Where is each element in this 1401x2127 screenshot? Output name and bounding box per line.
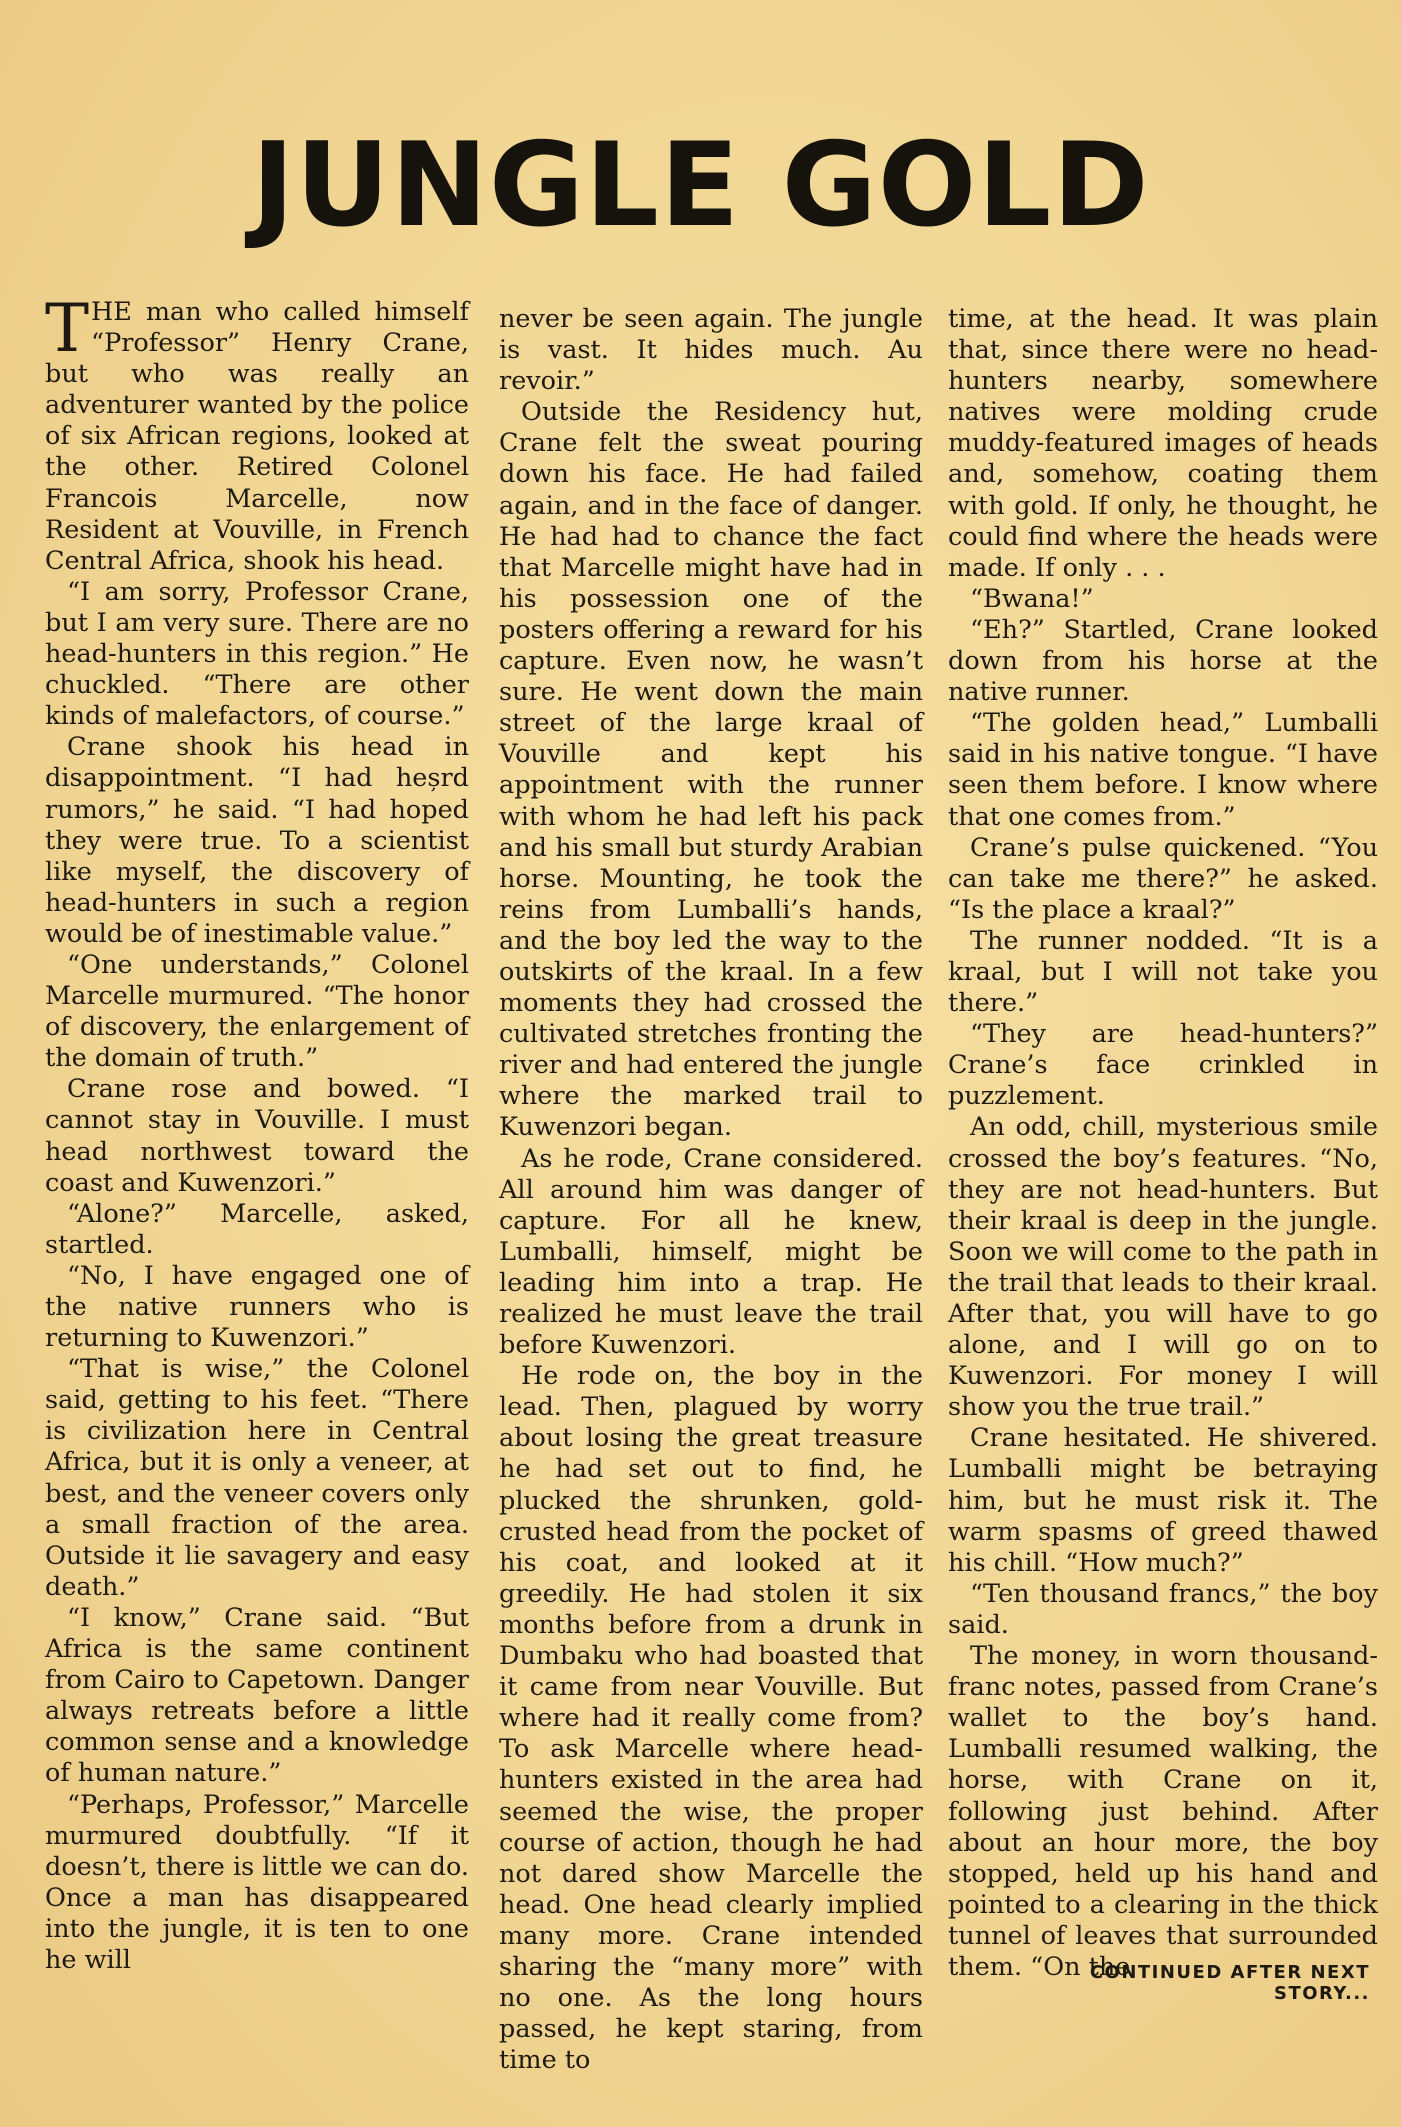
paragraph: “Perhaps, Professor,” Marcelle murmured doubtfully. “If it doesn’t, there is little we can do. Once a man has disappeared into the jungle, it is ten to one he will	[45, 1789, 469, 1975]
paragraph: “Ten thousand francs,” the boy said.	[948, 1578, 1378, 1640]
paragraph: As he rode, Crane considered. All around him was danger of capture. For all he knew, Lumballi, himself, might be leading him into a trap. He realized he must leave the trail before Kuwenzori.	[499, 1143, 923, 1361]
continued-note: CONTINUED AFTER NEXT STORY...	[1089, 1962, 1370, 2004]
paragraph: The runner nodded. “It is a kraal, but I will not take you there.”	[948, 925, 1378, 1019]
paragraph: never be seen again. The jungle is vast. It hides much. Au revoir.”	[499, 304, 923, 397]
paragraph: The money, in worn thousand-franc notes, passed from Crane’s wallet to the boy’s hand. Lumballi resumed walking, the horse, with Crane on it, following just behind. After about an hour more, the boy stopped, held up his hand and pointed to a clearing in the thick tunnel of leaves that surrounded them. “On the	[948, 1641, 1378, 1982]
paragraph: He rode on, the boy in the lead. Then, plagued by worry about losing the great treasure he had set out to find, he plucked the shrunken, gold-crusted head from the pocket of his coat, and looked at it greedily. He had stolen it six months before from a drunk in Dumbaku who had boasted that it came from near Vouville. But where had it really come from? To ask Marcelle where head-hunters existed in the area had seemed the wise, the proper course of action, though he had not dared show Marcelle the head. One head clearly implied many more. Crane intended sharing the “many more” with no one. As the long hours passed, he kept staring, from time to	[499, 1361, 923, 2076]
paragraph: “No, I have engaged one of the native runners who is returning to Kuwenzori.”	[45, 1260, 469, 1354]
paragraph: Crane rose and bowed. “I cannot stay in Vouville. I must head northwest toward the coast and Kuwenzori.”	[45, 1074, 469, 1198]
paragraph: An odd, chill, mysterious smile crossed the boy’s features. “No, they are not head-hunters. But their kraal is deep in the jungle. Soon we will come to the path in the trail that leads to their kraal. After that, you will have to go alone, and I will go on to Kuwenzori. For money I will show you the true trail.”	[948, 1112, 1378, 1423]
paragraph: “The golden head,” Lumballi said in his native tongue. “I have seen them before. I know where that one comes from.”	[948, 708, 1378, 832]
paragraph: Crane shook his head in disappointment. “I had heșrd rumors,” he said. “I had hoped they were true. To a scientist like myself, the discovery of head-hunters in such a region would be of inestimable value.”	[45, 732, 469, 949]
paragraph: “I know,” Crane said. “But Africa is the same continent from Cairo to Capetown. Danger always retreats before a little common sense and a knowledge of human nature.”	[45, 1602, 469, 1789]
column-1	[45, 290, 469, 1976]
paragraph: “One understands,” Colonel Marcelle murmured. “The honor of discovery, the enlargement of the domain of truth.”	[45, 949, 469, 1074]
column-3	[948, 304, 1378, 1983]
paragraph: “Bwana!”	[970, 583, 1094, 614]
paragraph: Crane’s pulse quickened. “You can take me there?” he asked. “Is the place a kraal?”	[948, 832, 1378, 925]
paragraph: Outside the Residency hut, Crane felt the sweat pouring down his face. He had failed again, and in the face of danger. He had had to chance the fact that Marcelle might have had in his possession one of the posters offering a reward for his capture. Even now, he wasn’t sure. He went down the main street of the large kraal of Vouville and kept his appointment with the runner with whom he had left his pack and his small but sturdy Arabian horse. Mounting, he took the reins from Lumballi’s hands, and the boy led the way to the outskirts of the kraal. In a few moments they had crossed the cultivated stretches fronting the river and had entered the jungle where the marked trail to Kuwenzori began.	[499, 397, 923, 1143]
paragraph: “Eh?” Startled, Crane looked down from his horse at the native runner.	[948, 614, 1378, 708]
paragraph: “That is wise,” the Colonel said, getting to his feet. “There is civilization here in Central Africa, but it is only a veneer, at best, and the veneer covers only a small fraction of the area. Outside it lie savagery and easy death.”	[45, 1354, 469, 1602]
paragraph	[45, 290, 469, 577]
paragraph: time, at the head. It was plain that, since there were no head-hunters nearby, somewhere natives were molding crude muddy-featured images of heads and, somehow, coating them with gold. If only, he thought, he could find where the heads were made. If only . . .	[948, 304, 1378, 583]
paragraph: “I am sorry, Professor Crane, but I am very sure. There are no head-hunters in this region.” He chuckled. “There are other kinds of malefactors, of course.”	[45, 576, 469, 732]
paragraph: “Alone?” Marcelle, asked, startled.	[45, 1198, 469, 1260]
paragraph: “They are head-hunters?” Crane’s face crinkled in puzzlement.	[948, 1019, 1378, 1112]
paragraph-text: HE man who called himself “Professor” Henry Crane, but who was really an adventurer wanted by the police of six African regions, looked at the other. Retired Colonel Francois Marcelle, now Resident at Vouville, in French Central Africa, shook his head.	[45, 297, 469, 576]
story-title: JUNGLE GOLD	[251, 118, 1150, 253]
paragraph: Crane hesitated. He shivered. Lumballi might be betraying him, but he must risk it. The warm spasms of greed thawed his chill. “How much?”	[948, 1423, 1378, 1578]
drop-cap: T	[45, 290, 90, 367]
column-2	[499, 304, 923, 2076]
